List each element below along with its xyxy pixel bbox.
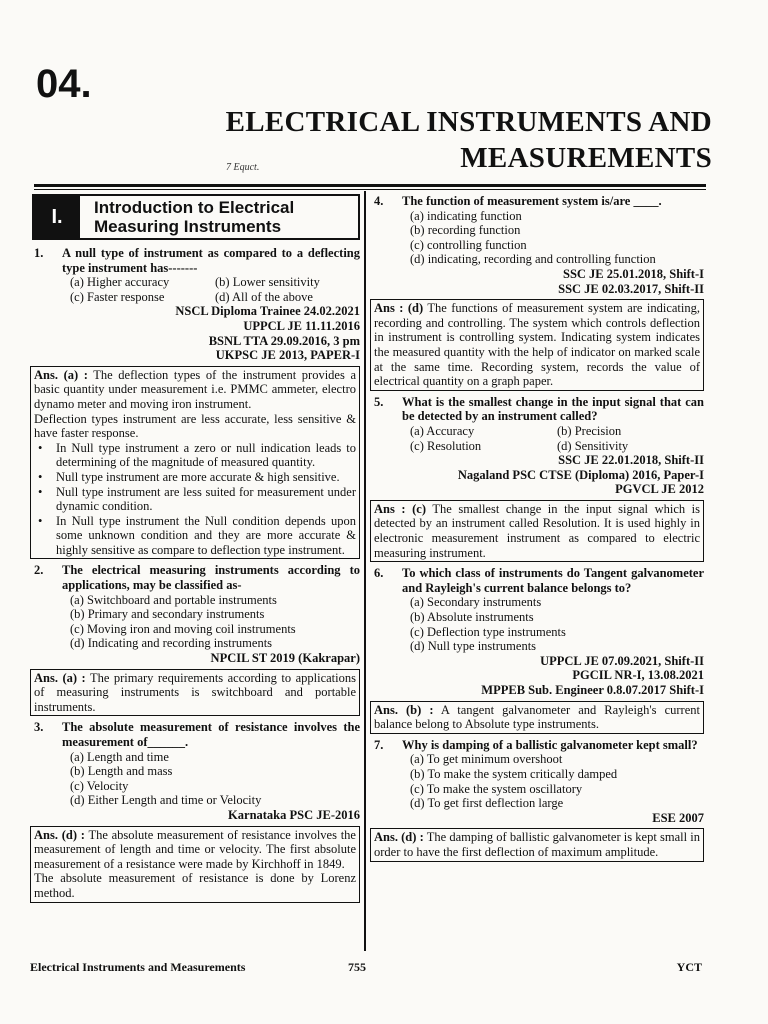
- option-c: (c) Deflection type instruments: [410, 624, 566, 639]
- exam-reference: MPPEB Sub. Engineer 0.8.07.2017 Shift-I: [481, 683, 704, 697]
- column-divider: [364, 191, 366, 951]
- option-a: (a) Higher accuracy: [70, 275, 170, 290]
- right-column: [370, 192, 704, 866]
- handwritten-note: 7 Equct.: [226, 162, 260, 173]
- exam-reference: Nagaland PSC CTSE (Diploma) 2016, Paper-I: [457, 467, 704, 482]
- question-number: 3.: [34, 720, 44, 735]
- chapter-title-line2: MEASUREMENTS: [460, 142, 712, 174]
- options: [370, 209, 704, 267]
- publisher-mark: YCT: [676, 960, 702, 974]
- question-number: 4.: [374, 194, 384, 208]
- header-rule: [34, 184, 706, 187]
- option-b: (b) recording function: [410, 223, 521, 238]
- header-rule-thin: [34, 189, 706, 190]
- exam-reference: SSC JE 22.01.2018, Shift-II: [558, 453, 704, 468]
- option-a: (a) indicating function: [410, 208, 522, 223]
- answer-text: The damping of ballistic galvanometer is kept small in order to have the first deflection of maximum amplitude.: [374, 830, 700, 859]
- option-d: (d) Sensitivity: [557, 438, 629, 453]
- answer-bullet: • In Null type instrument the Null condition depends upon some unknown condition and they are more accurate & highly sensitive as compare to deflection type instrument.: [34, 514, 356, 558]
- option-b: (b) Length and mass: [70, 764, 173, 779]
- exam-reference: UPPCL JE 11.11.2016: [243, 318, 360, 333]
- answer-label: Ans. (d) :: [374, 830, 424, 845]
- exam-reference: UPPCL JE 07.09.2021, Shift-II: [540, 653, 704, 668]
- options: [370, 752, 704, 810]
- options: [30, 750, 360, 808]
- answer-text-2: The absolute measurement of resistance is done by Lorenz method.: [34, 871, 356, 900]
- option-c: (c) Resolution: [410, 438, 482, 453]
- question-text: What is the smallest change in the input signal that can be detected by an instrument called?: [402, 394, 704, 424]
- exam-reference: SSC JE 25.01.2018, Shift-I: [563, 266, 704, 281]
- answer-label: Ans. (d) :: [34, 827, 85, 842]
- option-b: (b) To make the system critically damped: [410, 766, 618, 781]
- option-d: (d) Null type instruments: [410, 639, 537, 654]
- answer-text: The functions of measurement system are indicating, recording and controlling. The system which controls deflection in instrument is controlling system. Indicating system indicates the measured quantity with the help of indicator on marked scale at the same time. Recording system, records the value of electrical quantity on a graph paper.: [374, 301, 700, 389]
- answer-bullet: • Null type instrument are more accurate & high sensitive.: [34, 470, 356, 485]
- section-heading: [32, 194, 360, 240]
- answer-text: The absolute measurement of resistance involves the measurement of length and time or velocity. The first absolute measurement of a resistance were made by Kirchhoff in 1849.: [34, 827, 356, 871]
- section-title: Introduction to Electrical Measuring Instruments: [94, 198, 295, 236]
- question-4: [370, 194, 704, 391]
- answer-label: Ans. (b) :: [374, 702, 434, 717]
- options: [30, 593, 360, 651]
- exam-reference: ESE 2007: [652, 810, 704, 825]
- answer-text: The deflection types of the instrument provides a basic quantity under measurement i.e. PMMC ammeter, electro dynamo meter and moving iron instrument.: [34, 367, 356, 411]
- options: [370, 595, 704, 653]
- question-number: 2.: [34, 563, 44, 578]
- exam-reference: NSCL Diploma Trainee 24.02.2021: [175, 304, 360, 319]
- question-text: The function of measurement system is/are ____.: [402, 194, 662, 208]
- answer-box: [370, 299, 704, 391]
- options: [370, 424, 704, 453]
- question-5: [370, 395, 704, 563]
- answer-text-2: Deflection types instrument are less accurate, less sensitive & have faster response.: [34, 411, 356, 441]
- section-number: I.: [34, 196, 80, 238]
- answer-label: Ans : (d): [374, 301, 424, 316]
- options: [30, 275, 360, 304]
- chapter-number: 04.: [36, 62, 92, 106]
- answer-bullet: • Null type instrument are less suited for measurement under dynamic condition.: [34, 485, 356, 514]
- question-text: The electrical measuring instruments according to applications, may be classified as-: [62, 563, 360, 593]
- option-c: (c) To make the system oscillatory: [410, 781, 583, 796]
- answer-box: [30, 826, 360, 903]
- option-d: (d) Indicating and recording instruments: [70, 636, 273, 651]
- left-column: [30, 192, 360, 907]
- option-c: (c) controlling function: [410, 237, 527, 252]
- option-b: (b) Absolute instruments: [410, 610, 534, 625]
- exam-reference: PGVCL JE 2012: [615, 482, 704, 497]
- answer-text: The smallest change in the input signal which is detected by an instrument called Resolution. It is used highly in electronic measurement instrument as compared to electric measuring instrument.: [374, 501, 701, 560]
- option-a: (a) To get minimum overshoot: [410, 752, 563, 767]
- question-7: [370, 738, 704, 862]
- footer-subject: Electrical Instruments and Measurements: [30, 960, 246, 974]
- option-b: (b) Precision: [557, 423, 622, 438]
- answer-text: The primary requirements according to applications of measuring instruments is switchboard and portable instruments.: [34, 670, 356, 714]
- option-d: (d) Either Length and time or Velocity: [70, 793, 262, 808]
- question-text: The absolute measurement of resistance involves the measurement of______.: [62, 720, 360, 749]
- exam-reference: BSNL TTA 29.09.2016, 3 pm: [208, 333, 360, 348]
- option-b: (b) Lower sensitivity: [215, 275, 320, 290]
- exam-reference: Karnataka PSC JE-2016: [228, 807, 360, 822]
- option-d: (d) To get first deflection large: [410, 796, 564, 811]
- answer-box: [30, 669, 360, 717]
- question-3: [30, 720, 360, 902]
- question-text: To which class of instruments do Tangent galvanometer and Rayleigh's current balance belongs to?: [402, 566, 704, 595]
- question-text: Why is damping of a ballistic galvanometer kept small?: [402, 737, 698, 752]
- question-2: [30, 563, 360, 716]
- answer-box: [30, 366, 360, 560]
- answer-box: [370, 701, 704, 734]
- option-c: (c) Faster response: [70, 289, 165, 304]
- chapter-title-line1: ELECTRICAL INSTRUMENTS AND: [225, 106, 712, 138]
- question-number: 7.: [374, 737, 384, 752]
- question-number: 1.: [34, 246, 44, 260]
- exam-reference: NPCIL ST 2019 (Kakrapar): [210, 651, 360, 666]
- exam-reference: SSC JE 02.03.2017, Shift-II: [558, 281, 704, 296]
- option-a: (a) Accuracy: [410, 423, 475, 438]
- exam-reference: PGCIL NR-I, 13.08.2021: [572, 668, 704, 683]
- question-text: A null type of instrument as compared to a deflecting type instrument has-------: [62, 246, 360, 275]
- question-number: 5.: [374, 394, 384, 409]
- question-number: 6.: [374, 566, 384, 581]
- answer-bullet: • In Null type instrument a zero or null indication leads to determining of the magnitude of measured quantity.: [34, 441, 356, 470]
- answer-box: [370, 500, 704, 562]
- option-d: (d) indicating, recording and controlling function: [410, 252, 656, 267]
- answer-label: Ans : (c): [374, 501, 426, 516]
- answer-box: [370, 828, 704, 861]
- question-1: [30, 246, 360, 559]
- page-number: 755: [348, 960, 366, 974]
- option-a: (a) Secondary instruments: [410, 595, 542, 610]
- question-6: [370, 566, 704, 734]
- option-a: (a) Length and time: [70, 749, 169, 764]
- answer-label: Ans. (a) :: [34, 367, 88, 382]
- option-b: (b) Primary and secondary instruments: [70, 607, 265, 622]
- answer-label: Ans. (a) :: [34, 670, 86, 685]
- option-c: (c) Moving iron and moving coil instruments: [70, 621, 296, 636]
- chapter-title: [132, 104, 712, 176]
- option-a: (a) Switchboard and portable instruments: [70, 592, 277, 607]
- option-c: (c) Velocity: [70, 778, 129, 793]
- answer-text: A tangent galvanometer and Rayleigh's current balance belong to Absolute type instruments.: [374, 702, 700, 732]
- exam-reference: UKPSC JE 2013, PAPER-I: [215, 348, 360, 363]
- option-d: (d) All of the above: [215, 289, 313, 304]
